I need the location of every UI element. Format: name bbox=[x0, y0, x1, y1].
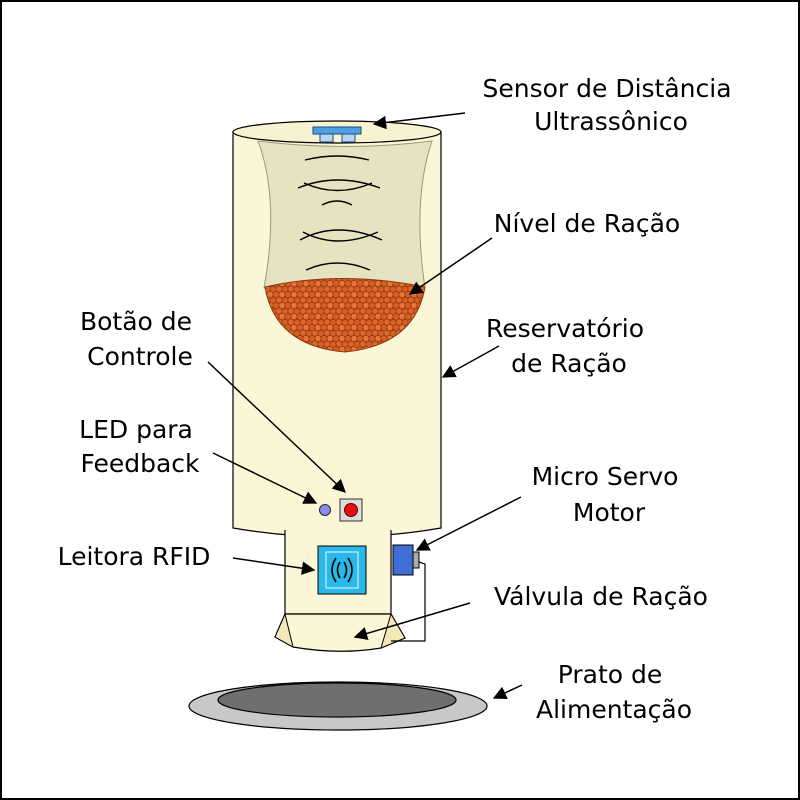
push-button-icon[interactable] bbox=[340, 499, 362, 521]
label-button: Botão de Controle bbox=[79, 307, 193, 371]
label-plate: Prato de Alimentação bbox=[535, 660, 693, 724]
label-reservoir: Reservatório de Ração bbox=[486, 314, 645, 378]
label-led: LED para Feedback bbox=[79, 415, 200, 478]
label-servo: Micro Servo Motor bbox=[531, 462, 679, 527]
rfid-reader-icon[interactable] bbox=[318, 546, 366, 594]
label-sensor: Sensor de Distância Ultrassônico bbox=[482, 74, 732, 136]
led-icon bbox=[320, 505, 331, 516]
feeding-plate bbox=[189, 682, 487, 730]
feed-valve bbox=[275, 614, 405, 651]
label-rfid: Leitora RFID bbox=[57, 542, 211, 571]
label-valve: Válvula de Ração bbox=[494, 582, 708, 611]
label-level: Nível de Ração bbox=[493, 209, 681, 238]
